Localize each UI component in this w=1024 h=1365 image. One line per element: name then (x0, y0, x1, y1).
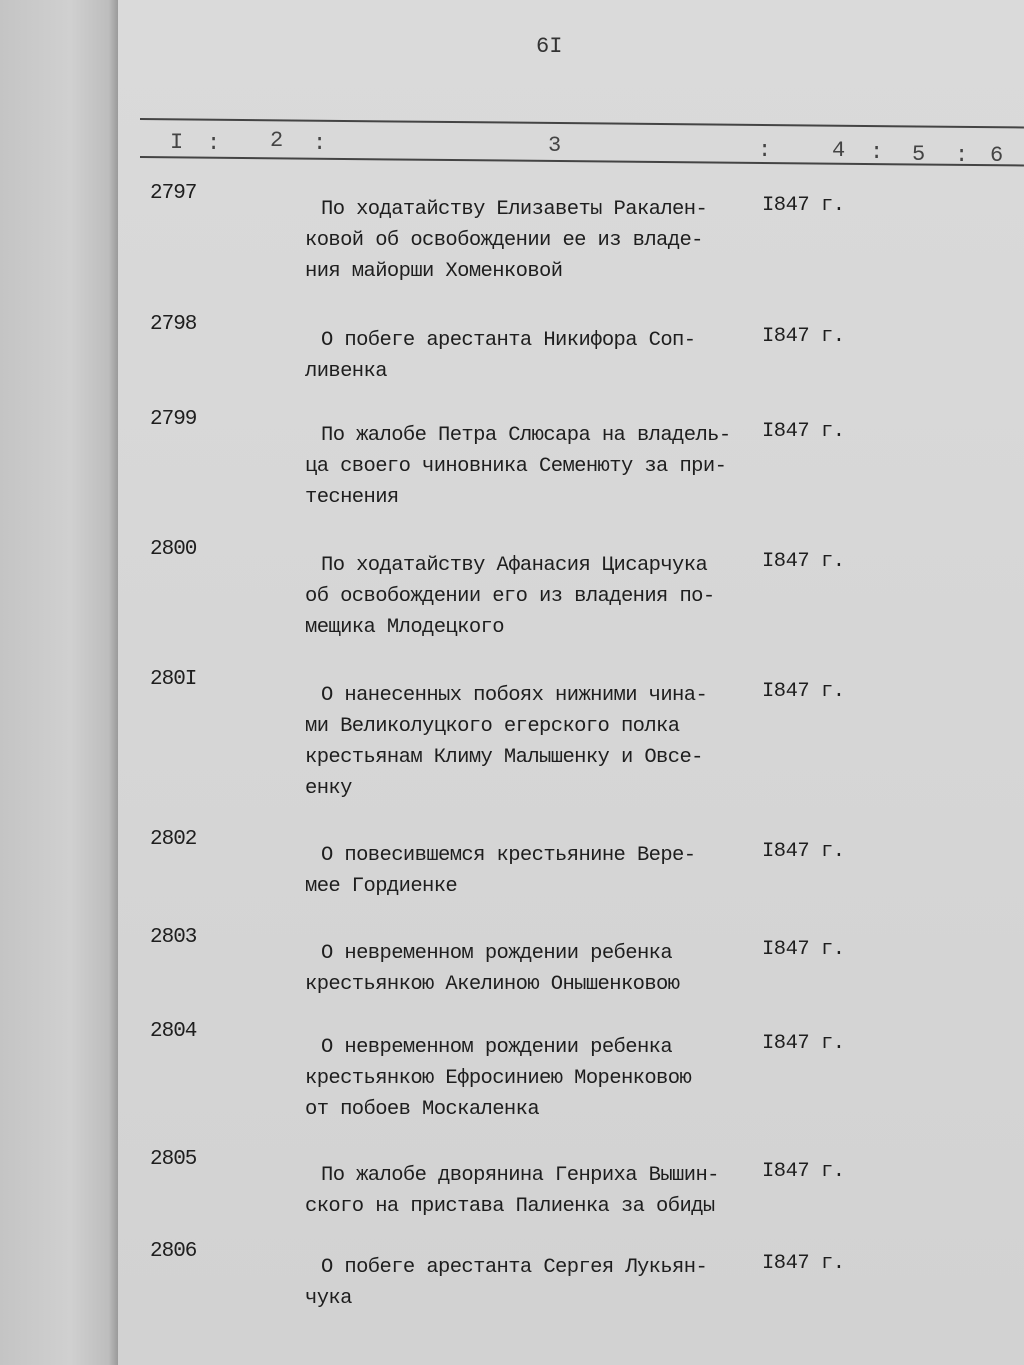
entry-description (305, 194, 707, 287)
entry-number: 2803 (150, 926, 197, 949)
entry-year: I847 г. (762, 938, 845, 961)
entry-description (305, 1252, 707, 1314)
header-column-label: 2 (270, 128, 284, 153)
previous-page-edge (0, 0, 118, 1365)
entry-year: I847 г. (762, 1160, 845, 1183)
entry-number: 280I (150, 668, 197, 691)
description-line: крестьянкою Акелиною Онышенковою (305, 973, 680, 996)
entry-description (305, 1160, 719, 1222)
header-separator: : (207, 131, 221, 156)
entry-year: I847 г. (762, 194, 845, 217)
entry-number: 2798 (150, 313, 197, 336)
entry-year: I847 г. (762, 550, 845, 573)
entry-description (305, 550, 715, 643)
header-separator: : (313, 131, 327, 156)
description-line: О невременном рождении ребенка (321, 1036, 673, 1059)
header-column-label: 6 (990, 143, 1004, 168)
header-column-label: I (170, 130, 184, 155)
entry-number: 2806 (150, 1240, 197, 1263)
header-separator: : (870, 140, 884, 165)
entry-year: I847 г. (762, 325, 845, 348)
description-line: ковой об освобождении ее из владе- (305, 229, 703, 252)
description-line: О повесившемся крестьянине Вере- (321, 844, 696, 867)
description-line: ми Великолуцкого егерского полка (305, 715, 680, 738)
description-line: ского на пристава Палиенка за обиды (305, 1195, 715, 1218)
description-line: мее Гордиенке (305, 875, 458, 898)
description-line: О нанесенных побоях нижними чина- (321, 684, 708, 707)
description-line: По жалобе Петра Слюсара на владель- (321, 424, 731, 447)
entry-number: 2797 (150, 182, 197, 205)
entry-year: I847 г. (762, 840, 845, 863)
header-column-label: 3 (548, 133, 562, 158)
description-line: О невременном рождении ребенка (321, 942, 673, 965)
description-line: По ходатайству Елизаветы Ракален- (321, 198, 708, 221)
entry-number: 2804 (150, 1020, 197, 1043)
description-line: енку (305, 777, 352, 800)
header-separator: : (955, 143, 969, 168)
page-number: 6I (536, 34, 563, 59)
description-line: теснения (305, 486, 399, 509)
description-line: По жалобе дворянина Генриха Вышин- (321, 1164, 719, 1187)
description-line: чука (305, 1287, 352, 1310)
description-line: О побеге арестанта Сергея Лукьян- (321, 1256, 708, 1279)
description-line: крестьянам Климу Малышенку и Овсе- (305, 746, 703, 769)
entry-description (305, 680, 707, 804)
description-line: По ходатайству Афанасия Цисарчука (321, 554, 708, 577)
header-column-label: 4 (832, 138, 846, 163)
header-column-label: 5 (912, 142, 926, 167)
entry-year: I847 г. (762, 1252, 845, 1275)
entry-year: I847 г. (762, 1032, 845, 1055)
description-line: мещика Млодецкого (305, 616, 504, 639)
entry-description (305, 938, 679, 1000)
description-line: об освобождении его из владения по- (305, 585, 715, 608)
description-line: от побоев Москаленка (305, 1098, 540, 1121)
entry-number: 2805 (150, 1148, 197, 1171)
header-separator: : (758, 138, 772, 163)
entry-number: 2802 (150, 828, 197, 851)
entry-year: I847 г. (762, 420, 845, 443)
description-line: ца своего чиновника Семенюту за при- (305, 455, 727, 478)
description-line: О побеге арестанта Никифора Соп- (321, 329, 696, 352)
description-line: ливенка (305, 360, 387, 383)
entry-number: 2799 (150, 408, 197, 431)
entry-description (305, 1032, 691, 1125)
entry-description (305, 840, 695, 902)
description-line: ния майорши Хоменковой (305, 260, 563, 283)
entry-description (305, 420, 731, 513)
entry-number: 2800 (150, 538, 197, 561)
entry-description (305, 325, 695, 387)
entry-year: I847 г. (762, 680, 845, 703)
description-line: крестьянкою Ефросиниею Моренковою (305, 1067, 692, 1090)
